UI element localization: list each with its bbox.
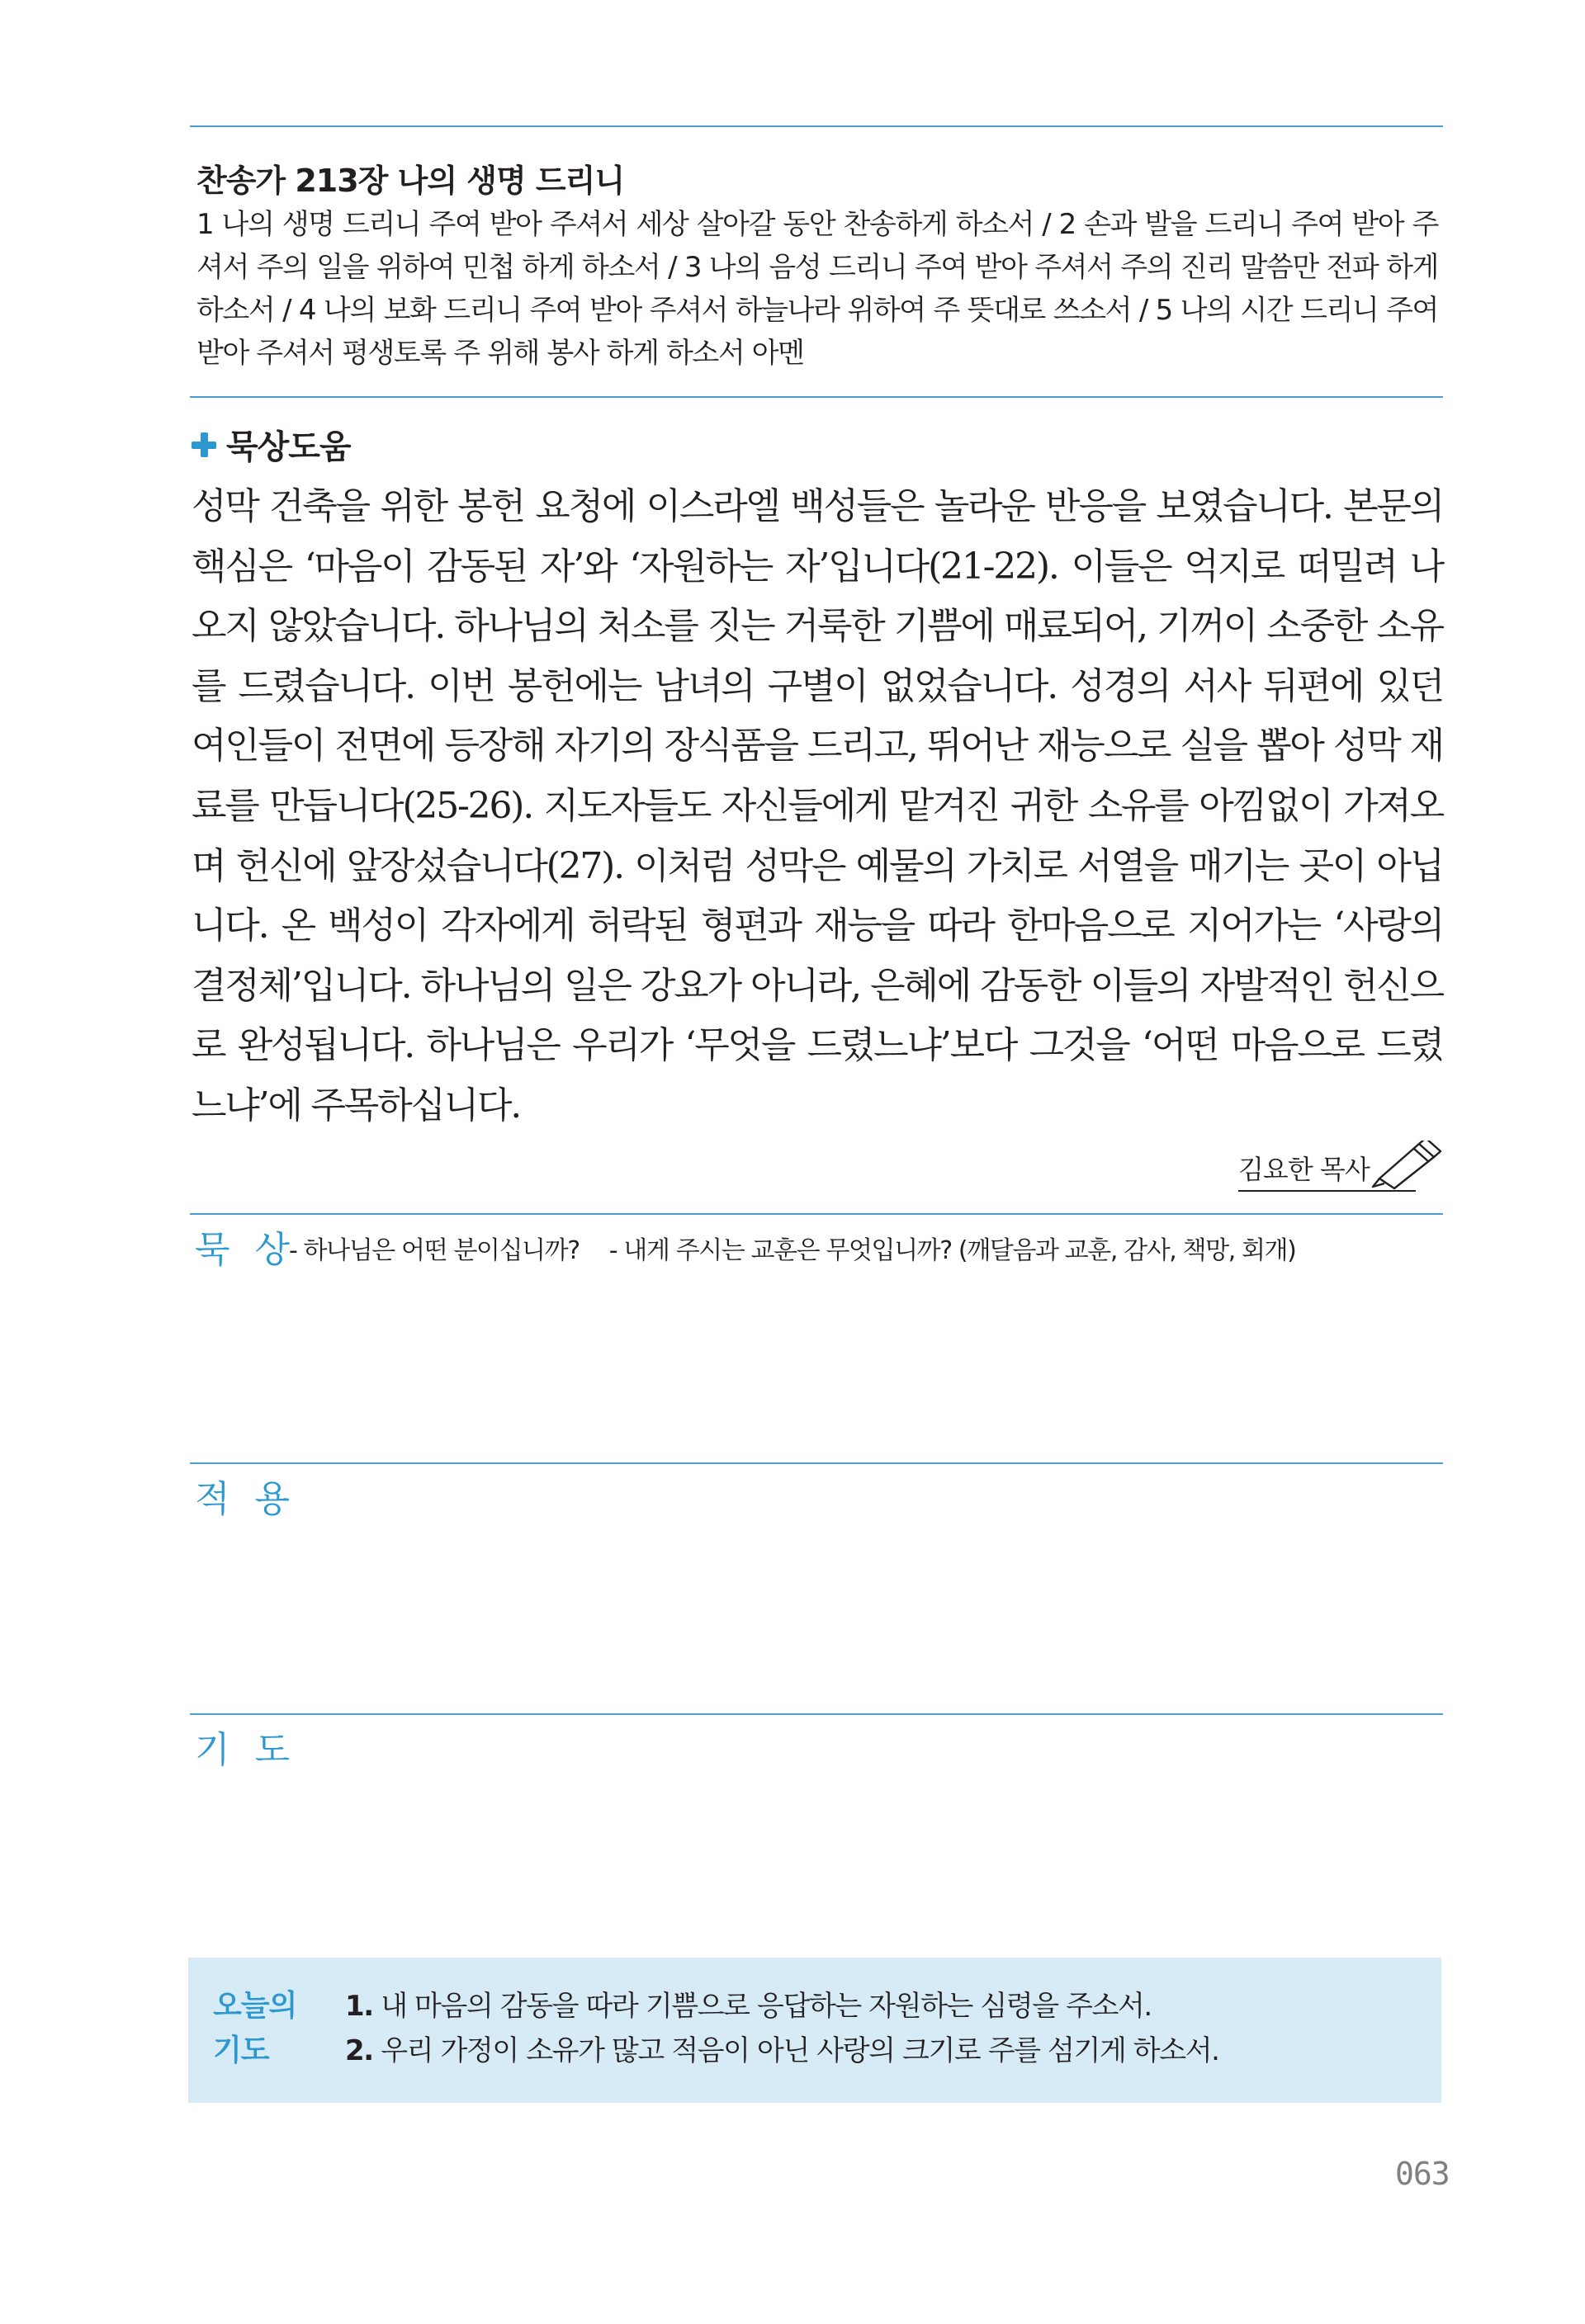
- pencil-icon: [1368, 1141, 1444, 1193]
- meditation-rule: [190, 1213, 1443, 1215]
- prayer-rule: [190, 1713, 1443, 1715]
- meditation-help-label: 묵상도움: [226, 428, 351, 466]
- hymn-bottom-rule: [190, 396, 1443, 398]
- top-rule: [190, 125, 1443, 127]
- application-rule: [190, 1462, 1443, 1464]
- meditation-help-body: 성막 건축을 위한 봉헌 요청에 이스라엘 백성들은 놀라운 반응을 보였습니다. 본문의 핵심은 ‘마음이 감동된 자’와 ‘자원하는 자’입니다(21-22). 이들은 억지로 떠밀려 나오지 않았습니다. 하나님의 처소를 짓는 거룩한 기쁨에 매료되어, 기꺼이 소중한 소유를 드렸습니다. 이번 봉헌에는 남녀의 구별이 없었습니다. 성경의 서사 뒤편에 있던 여인들이 전면에 등장해 자기의 장식품을 드리고, 뛰어난 재능으로 실을 뽑아 성막 재료를 만듭니다(25-26). 지도자들도 자신들에게 맡겨진 귀한 소유를 아낌없이 가져오며 헌신에 앞장섰습니다(27). 이처럼 성막은 예물의 가치로 서열을 매기는 곳이 아닙니다. 온 백성이 각자에게 허락된 형편과 재능을 따라 한마음으로 지어가는 ‘사랑의 결정체’입니다. 하나님의 일은 강요가 아니라, 은혜에 감동한 이들의 자발적인 헌신으로 완성됩니다. 하나님은 우리가 ‘무엇을 드렸느냐’보다 그것을 ‘어떤 마음으로 드렸느냐’에 주목하십니다.: [192, 485, 1443, 1127]
- prayer-item: 2. 우리 가정이 소유가 많고 적음이 아닌 사랑의 크기로 주를 섬기게 하소서.: [345, 2034, 1219, 2067]
- application-label: 적 용: [195, 1478, 296, 1520]
- author-name: 김요한 목사: [1238, 1149, 1416, 1192]
- hymn-title: 찬송가 213장 나의 생명 드리니: [196, 163, 625, 199]
- question-1: - 하나님은 어떤 분이십니까?: [289, 1236, 580, 1265]
- prayer-label: 기 도: [195, 1729, 296, 1771]
- meditation-help-heading: [192, 421, 351, 468]
- hymn-lyrics: 1 나의 생명 드리니 주여 받아 주셔서 세상 살아갈 동안 찬송하게 하소서 / 2 손과 발을 드리니 주여 받아 주셔서 주의 일을 위하여 민첩 하게 하소서 / 3 나의 음성 드리니 주여 받아 주셔서 주의 진리 말씀만 전파 하게 하소서 / 4 나의 보화 드리니 주여 받아 주셔서 하늘나라 위하여 주 뜻대로 쓰소서 / 5 나의 시간 드리니 주여 받아 주셔서 평생토록 주 위해 봉사 하게 하소서 아멘: [196, 208, 1438, 370]
- todays-prayer-label: [213, 1984, 296, 2073]
- todays-prayer-label-line2: 기도: [213, 2034, 269, 2067]
- plus-icon: [192, 432, 216, 457]
- todays-prayer-items: [345, 1984, 1219, 2073]
- question-2: - 내게 주시는 교훈은 무엇입니까? (깨달음과 교훈, 감사, 책망, 회개): [608, 1236, 1296, 1265]
- meditation-label: 묵 상: [195, 1229, 296, 1271]
- page-number: 063: [1395, 2156, 1450, 2192]
- prayer-item: 1. 내 마음의 감동을 따라 기쁨으로 응답하는 자원하는 심령을 주소서.: [345, 1990, 1152, 2023]
- author-signature: [1238, 1141, 1444, 1192]
- meditation-questions: [289, 1230, 1295, 1266]
- todays-prayer-label-line1: 오늘의: [213, 1989, 297, 2023]
